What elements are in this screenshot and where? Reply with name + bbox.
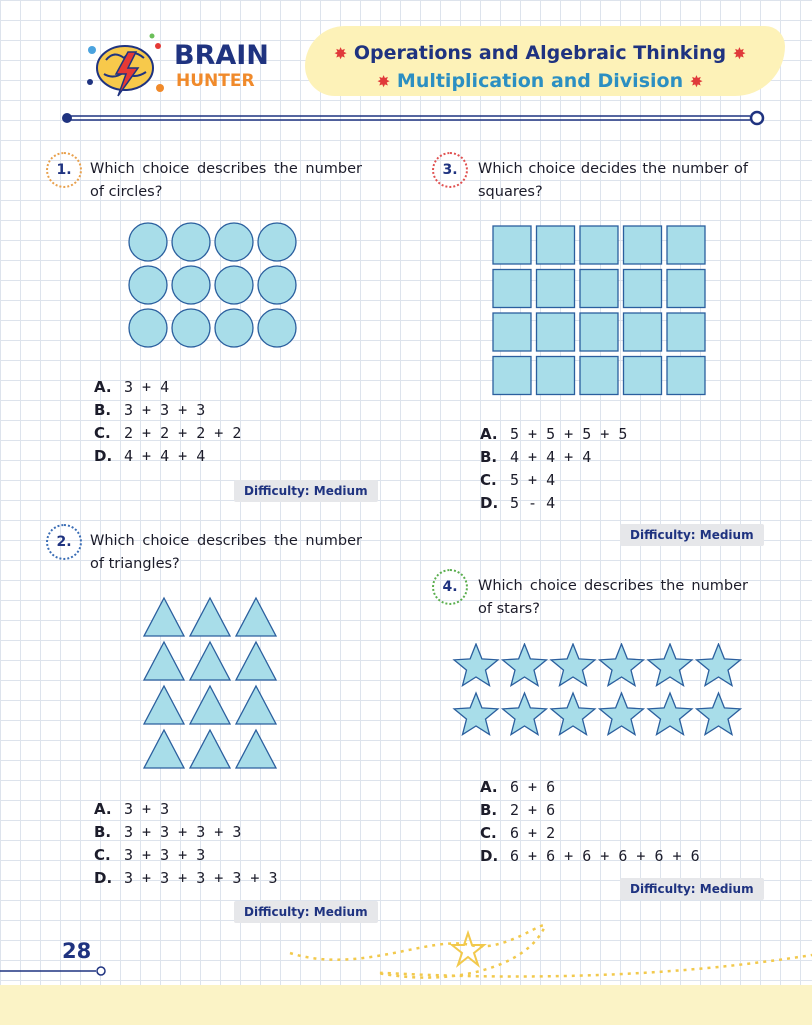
answer-option[interactable]: A. 3 + 4 xyxy=(94,378,170,396)
square-shape xyxy=(667,357,705,395)
squares-figure xyxy=(492,225,708,397)
circle-shape xyxy=(215,266,253,304)
circle-shape xyxy=(172,223,210,261)
answer-option[interactable]: A. 6 + 6 xyxy=(480,778,556,796)
square-shape xyxy=(493,226,531,264)
answer-option[interactable]: A. 5 + 5 + 5 + 5 xyxy=(480,425,628,443)
question-number: 4. xyxy=(432,569,468,605)
page-number: 28 xyxy=(62,939,92,963)
triangle-shape xyxy=(190,642,230,680)
answer-option[interactable]: C. 6 + 2 xyxy=(480,824,556,842)
answer-option[interactable]: C. 2 + 2 + 2 + 2 xyxy=(94,424,242,442)
stars-figure xyxy=(452,643,744,739)
triangle-shape xyxy=(236,642,276,680)
triangles-figure xyxy=(142,596,282,772)
header-divider xyxy=(60,110,766,126)
page-title-row xyxy=(300,42,780,64)
circle-shape xyxy=(172,266,210,304)
page-subtitle-row xyxy=(300,70,780,92)
triangle-shape xyxy=(144,730,184,768)
circle-shape xyxy=(258,266,296,304)
circle-shape xyxy=(129,223,167,261)
answer-option[interactable]: D. 3 + 3 + 3 + 3 + 3 xyxy=(94,869,278,887)
star-shape xyxy=(697,693,741,735)
star-burst-icon: ✸ xyxy=(689,72,704,91)
triangle-shape xyxy=(144,642,184,680)
triangle-shape xyxy=(236,730,276,768)
answer-option[interactable]: D. 6 + 6 + 6 + 6 + 6 + 6 xyxy=(480,847,700,865)
question-text: Which choice describes the number of stars? xyxy=(478,578,748,617)
circle-shape xyxy=(129,309,167,347)
question-number: 1. xyxy=(46,152,82,188)
answer-option[interactable]: B. 3 + 3 + 3 xyxy=(94,401,206,419)
answer-option[interactable]: C. 3 + 3 + 3 xyxy=(94,846,206,864)
brain-lightning-icon xyxy=(82,30,168,106)
triangle-shape xyxy=(144,686,184,724)
difficulty-badge: Difficulty: Medium xyxy=(234,901,378,923)
square-shape xyxy=(537,357,575,395)
question-number-badge xyxy=(428,563,470,605)
square-shape xyxy=(537,313,575,351)
question-text: Which choice describes the number of triangles? xyxy=(90,533,362,572)
square-shape xyxy=(493,313,531,351)
answer-list xyxy=(480,776,700,868)
square-shape xyxy=(624,226,662,264)
square-shape xyxy=(493,270,531,308)
triangle-shape xyxy=(190,730,230,768)
answer-option[interactable]: C. 5 + 4 xyxy=(480,471,556,489)
star-shape xyxy=(697,644,741,686)
page-subtitle: Multiplication and Division xyxy=(396,70,684,92)
answer-option[interactable]: D. 5 - 4 xyxy=(480,494,556,512)
circle-shape xyxy=(258,309,296,347)
star-shape xyxy=(454,644,498,686)
circles-figure xyxy=(124,218,304,352)
triangle-shape xyxy=(144,598,184,636)
square-shape xyxy=(537,226,575,264)
triangle-shape xyxy=(236,686,276,724)
difficulty-badge: Difficulty: Medium xyxy=(234,480,378,502)
question-text: Which choice describes the number of circles? xyxy=(90,161,362,200)
circle-shape xyxy=(172,309,210,347)
answer-option[interactable]: B. 2 + 6 xyxy=(480,801,556,819)
square-shape xyxy=(667,313,705,351)
triangle-shape xyxy=(190,686,230,724)
square-shape xyxy=(624,357,662,395)
star-doodle-icon xyxy=(452,933,484,965)
question-number: 2. xyxy=(46,524,82,560)
answer-option[interactable]: A. 3 + 3 xyxy=(94,800,170,818)
star-shape xyxy=(551,644,595,686)
star-burst-icon: ✸ xyxy=(732,44,747,63)
circle-shape xyxy=(258,223,296,261)
star-shape xyxy=(551,693,595,735)
star-shape xyxy=(454,693,498,735)
question-text: Which choice decides the number of squares? xyxy=(478,161,748,200)
circle-shape xyxy=(129,266,167,304)
logo-line-2: HUNTER xyxy=(176,71,255,91)
answer-list xyxy=(94,798,278,890)
question-number-badge xyxy=(428,146,470,188)
answer-option[interactable]: D. 4 + 4 + 4 xyxy=(94,447,206,465)
square-shape xyxy=(624,313,662,351)
answer-list xyxy=(480,423,627,515)
star-burst-icon: ✸ xyxy=(376,72,391,91)
star-shape xyxy=(648,693,692,735)
square-shape xyxy=(580,357,618,395)
square-shape xyxy=(580,270,618,308)
page-title: Operations and Algebraic Thinking xyxy=(353,42,727,64)
question-number-badge xyxy=(42,146,84,188)
logo xyxy=(82,30,272,110)
star-shape xyxy=(503,693,547,735)
answer-option[interactable]: B. 3 + 3 + 3 + 3 xyxy=(94,823,242,841)
star-shape xyxy=(600,644,644,686)
circle-shape xyxy=(215,223,253,261)
square-shape xyxy=(537,270,575,308)
question-number: 3. xyxy=(432,152,468,188)
square-shape xyxy=(624,270,662,308)
answer-list xyxy=(94,376,241,468)
footer-doodle xyxy=(0,915,812,1025)
difficulty-badge: Difficulty: Medium xyxy=(620,878,764,900)
square-shape xyxy=(667,270,705,308)
answer-option[interactable]: B. 4 + 4 + 4 xyxy=(480,448,592,466)
question-number-badge xyxy=(42,518,84,560)
star-shape xyxy=(503,644,547,686)
star-shape xyxy=(648,644,692,686)
triangle-shape xyxy=(190,598,230,636)
square-shape xyxy=(580,313,618,351)
square-shape xyxy=(667,226,705,264)
square-shape xyxy=(580,226,618,264)
logo-line-1: BRAIN xyxy=(174,40,269,71)
circle-shape xyxy=(215,309,253,347)
square-shape xyxy=(493,357,531,395)
triangle-shape xyxy=(236,598,276,636)
difficulty-badge: Difficulty: Medium xyxy=(620,524,764,546)
star-burst-icon: ✸ xyxy=(333,44,348,63)
star-shape xyxy=(600,693,644,735)
